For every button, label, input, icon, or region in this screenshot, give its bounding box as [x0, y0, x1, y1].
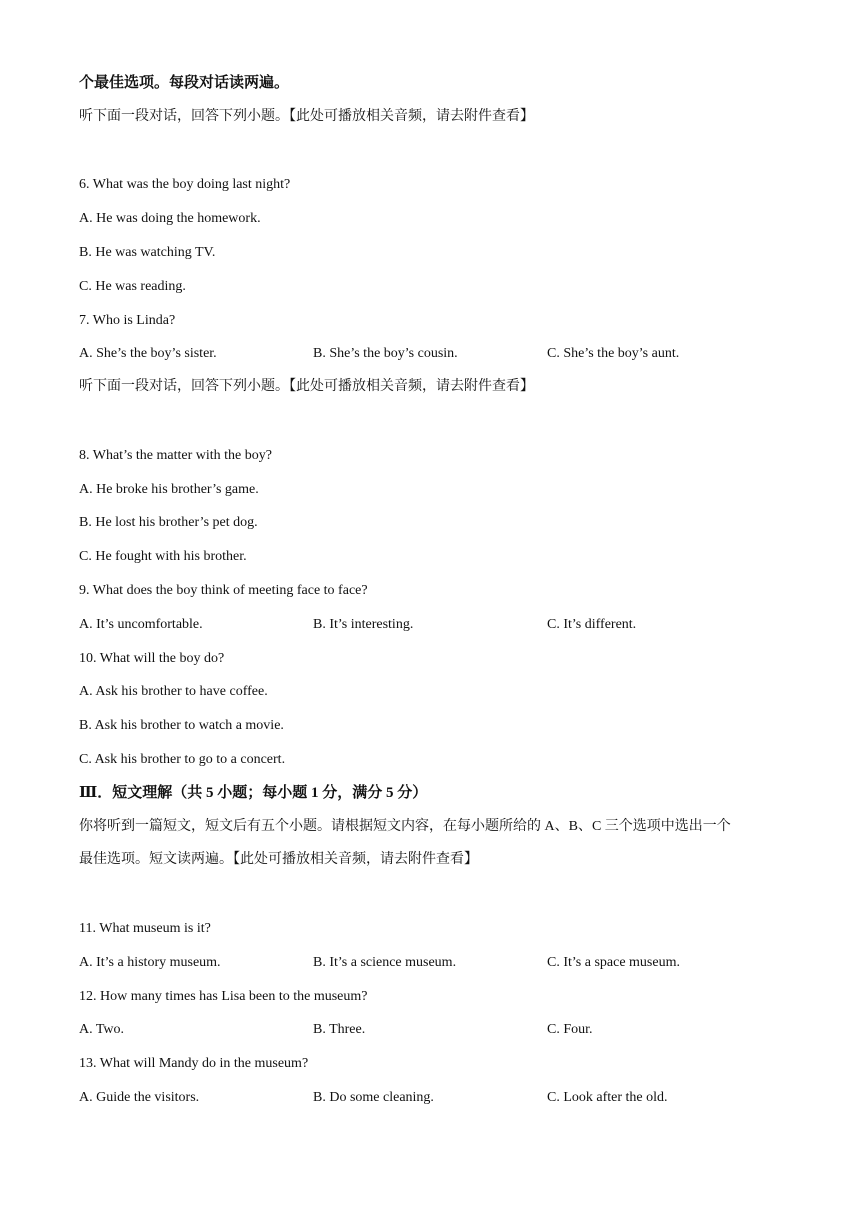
q7-question: 7. Who is Linda? [79, 313, 176, 328]
q13-option-b: B. Do some cleaning. [313, 1090, 434, 1105]
q10-question: 10. What will the boy do? [79, 651, 225, 666]
q11-question: 11. What museum is it? [79, 921, 211, 936]
q13-question: 13. What will Mandy do in the museum? [79, 1056, 309, 1071]
q9-question: 9. What does the boy think of meeting face to face? [79, 583, 368, 598]
q12-option-c: C. Four. [547, 1022, 593, 1037]
q10-option-c: C. Ask his brother to go to a concert. [79, 752, 286, 767]
section3-title: Ⅲ．短文理解（共 5 小题；每小题 1 分，满分 5 分） [79, 785, 428, 801]
section3-instruction-1: 你将听到一篇短文，短文后有五个小题。请根据短文内容，在每小题所给的 A、B、C 三个选项中选出一个 [79, 819, 731, 834]
audio-note-1: 听下面一段对话，回答下列小题。【此处可播放相关音频，请去附件查看】 [79, 109, 534, 124]
q8-option-a: A. He broke his brother’s game. [79, 482, 259, 497]
q9-option-c: C. It’s different. [547, 617, 637, 632]
q8-question: 8. What’s the matter with the boy? [79, 448, 272, 463]
q7-option-b: B. She’s the boy’s cousin. [313, 346, 458, 361]
q12-option-b: B. Three. [313, 1022, 366, 1037]
q10-option-b: B. Ask his brother to watch a movie. [79, 718, 284, 733]
q11-option-c: C. It’s a space museum. [547, 955, 680, 970]
q6-option-b: B. He was watching TV. [79, 245, 216, 260]
audio-note-2: 听下面一段对话，回答下列小题。【此处可播放相关音频，请去附件查看】 [79, 379, 534, 394]
q7-option-a: A. She’s the boy’s sister. [79, 346, 217, 361]
q13-option-c: C. Look after the old. [547, 1090, 668, 1105]
section3-instruction-2: 最佳选项。短文读两遍。【此处可播放相关音频，请去附件查看】 [79, 852, 478, 867]
q12-question: 12. How many times has Lisa been to the museum? [79, 989, 368, 1004]
q7-option-c: C. She’s the boy’s aunt. [547, 346, 680, 361]
q6-question: 6. What was the boy doing last night? [79, 177, 291, 192]
q8-option-b: B. He lost his brother’s pet dog. [79, 515, 258, 530]
q6-option-c: C. He was reading. [79, 279, 186, 294]
q12-option-a: A. Two. [79, 1022, 125, 1037]
q10-option-a: A. Ask his brother to have coffee. [79, 684, 268, 699]
q11-option-b: B. It’s a science museum. [313, 955, 457, 970]
q9-option-b: B. It’s interesting. [313, 617, 414, 632]
q13-option-a: A. Guide the visitors. [79, 1090, 200, 1105]
section-intro-tail: 个最佳选项。每段对话读两遍。 [79, 75, 290, 91]
q11-option-a: A. It’s a history museum. [79, 955, 221, 970]
q9-option-a: A. It’s uncomfortable. [79, 617, 203, 632]
q6-option-a: A. He was doing the homework. [79, 211, 261, 226]
q8-option-c: C. He fought with his brother. [79, 549, 247, 564]
